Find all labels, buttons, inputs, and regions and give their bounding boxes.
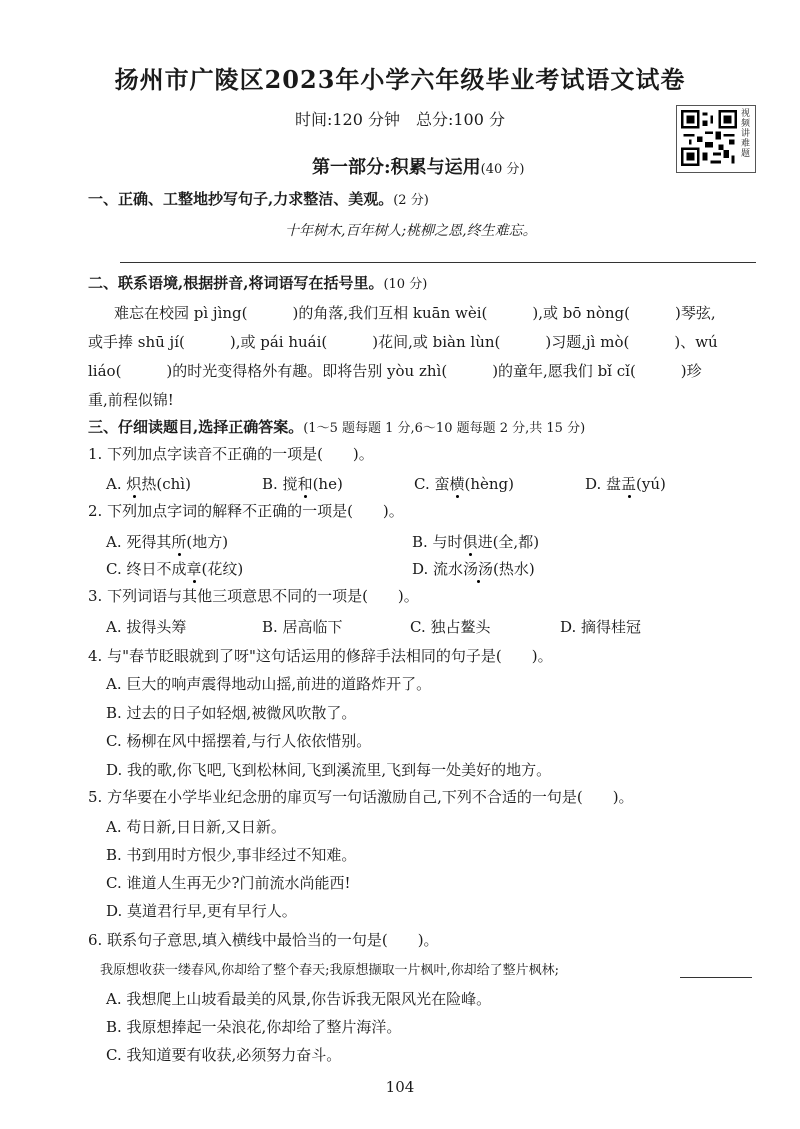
section-1-score: (2 分) (393, 193, 429, 208)
q6-blank-line[interactable] (680, 977, 752, 978)
q2-d-pre: D. 流水 (412, 560, 464, 578)
exam-meta: 时间:120 分钟 总分:100 分 (294, 110, 506, 129)
qr-code-icon (681, 110, 737, 166)
q6-stem: 6. 联系句子意思,填入横线中最恰当的一句是( )。 (88, 931, 439, 949)
q6-option-c[interactable]: C. 我知道要有收获,必须努力奋斗。 (106, 1046, 342, 1064)
q1-option-b[interactable] (262, 473, 343, 494)
q3-option-c[interactable]: C. 独占鳌头 (410, 618, 491, 636)
q5-option-b[interactable]: B. 书到用时方恨少,事非经过不知难。 (106, 846, 357, 864)
q2-b-pre: B. 与时 (412, 533, 463, 551)
q1-c-dotted: 横 (449, 475, 465, 493)
section-2-score: (10 分) (383, 277, 428, 292)
q5-stem: 5. 方华要在小学毕业纪念册的扉页写一句话激励自己,下列不合适的一句是( )。 (88, 788, 634, 806)
q1-a-pre: A. (106, 475, 127, 493)
q1-b-dotted: 和 (297, 475, 313, 493)
q1-b-pre: B. 搅 (262, 475, 298, 493)
q1-c-pre: C. 蛮 (414, 475, 450, 493)
writing-line[interactable] (120, 262, 756, 263)
q3-option-b[interactable]: B. 居高临下 (262, 618, 343, 636)
q1-stem: 1. 下列加点字读音不正确的一项是( )。 (88, 445, 374, 463)
q2-d-dotted: 汤汤 (463, 560, 494, 578)
q2-b-dotted: 俱 (462, 533, 478, 551)
pinyin-line-3: liáo( )的时光变得格外有趣。即将告别 yòu zhì( )的童年,愿我们 bǐ cǐ( )珍 (88, 362, 702, 380)
q5-option-d[interactable]: D. 莫道君行早,更有早行人。 (106, 902, 297, 920)
q2-c-dotted: 章 (186, 560, 202, 578)
q2-a-pre: A. 死得其 (106, 533, 172, 551)
q2-option-a[interactable] (106, 531, 228, 552)
q4-option-c[interactable]: C. 杨柳在风中摇摆着,与行人依依惜别。 (106, 732, 372, 750)
page-number: 104 (385, 1078, 415, 1096)
qr-code-block[interactable] (676, 105, 756, 173)
q3-option-a[interactable]: A. 拔得头筹 (106, 618, 187, 636)
part-title-text: 第一部分:积累与运用 (312, 157, 481, 178)
pinyin-line-1: 难忘在校园 pì jìng( )的角落,我们互相 kuān wèi( ),或 bō nòng( )琴弦, (114, 304, 716, 322)
q5-option-a[interactable]: A. 苟日新,日日新,又日新。 (106, 818, 286, 836)
section-1-title-text: 一、正确、工整地抄写句子,力求整洁、美观。 (88, 190, 394, 208)
q1-option-a[interactable] (106, 473, 191, 494)
q2-stem: 2. 下列加点字词的解释不正确的一项是( )。 (88, 502, 404, 520)
q1-option-c[interactable] (414, 473, 514, 494)
q2-b-post: 进(全,都) (477, 533, 540, 551)
part-score: (40 分) (480, 162, 525, 177)
q1-d-post: (yú) (636, 475, 666, 493)
section-3-score: (1～5 题每题 1 分,6～10 题每题 2 分,共 15 分) (303, 421, 586, 436)
q5-option-c[interactable]: C. 谁道人生再无少?门前流水尚能西! (106, 874, 351, 892)
q1-a-dotted: 炽 (126, 475, 142, 493)
pinyin-line-4: 重,前程似锦! (88, 391, 174, 409)
q4-option-b[interactable]: B. 过去的日子如轻烟,被微风吹散了。 (106, 704, 357, 722)
section-1-title (88, 188, 429, 209)
q1-c-post: (hèng) (464, 475, 515, 493)
q2-a-post: (地方) (186, 533, 229, 551)
q1-d-dotted: 盂 (621, 475, 637, 493)
section-3-title-text: 三、仔细读题目,选择正确答案。 (88, 418, 304, 436)
q1-b-post: (he) (312, 475, 343, 493)
q2-option-b[interactable] (412, 531, 539, 552)
q3-option-d[interactable]: D. 摘得桂冠 (560, 618, 642, 636)
q1-option-d[interactable] (585, 473, 666, 494)
pinyin-line-2: 或手捧 shū jí( ),或 pái huái( )花间,或 biàn lùn( )习题,jì mò( )、wú (88, 333, 718, 351)
qr-caption: 视频讲难题 (741, 109, 751, 159)
q2-c-post: (花纹) (201, 560, 244, 578)
q2-a-dotted: 所 (171, 533, 187, 551)
part-title (312, 153, 524, 179)
q6-option-b[interactable]: B. 我原想捧起一朵浪花,你却给了整片海洋。 (106, 1018, 402, 1036)
q4-option-d[interactable]: D. 我的歌,你飞吧,飞到松林间,飞到溪流里,飞到每一处美好的地方。 (106, 761, 552, 779)
exam-title: 扬州市广陵区2023年小学六年级毕业考试语文试卷 (114, 65, 686, 94)
q6-sentence: 我原想收获一缕春风,你却给了整个春天;我原想撷取一片枫叶,你却给了整片枫林; (100, 963, 560, 978)
q3-stem: 3. 下列词语与其他三项意思不同的一项是( )。 (88, 587, 419, 605)
section-3-title (88, 416, 585, 437)
q1-a-post: 热(chì) (141, 475, 191, 493)
q1-d-pre: D. 盘 (585, 475, 622, 493)
q4-option-a[interactable]: A. 巨大的响声震得地动山摇,前进的道路炸开了。 (106, 675, 432, 693)
q2-d-post: (热水) (493, 560, 535, 578)
section-2-title (88, 272, 427, 293)
q4-stem: 4. 与"春节眨眼就到了呀"这句话运用的修辞手法相同的句子是( )。 (88, 647, 553, 665)
q2-c-pre: C. 终日不成 (106, 560, 187, 578)
section-2-title-text: 二、联系语境,根据拼音,将词语写在括号里。 (88, 274, 384, 292)
q6-option-a[interactable]: A. 我想爬上山坡看最美的风景,你告诉我无限风光在险峰。 (106, 990, 492, 1008)
copy-sentence: 十年树木,百年树人;桃柳之恩,终生难忘。 (285, 223, 537, 239)
q2-option-c[interactable] (106, 558, 243, 579)
q2-option-d[interactable] (412, 558, 535, 579)
